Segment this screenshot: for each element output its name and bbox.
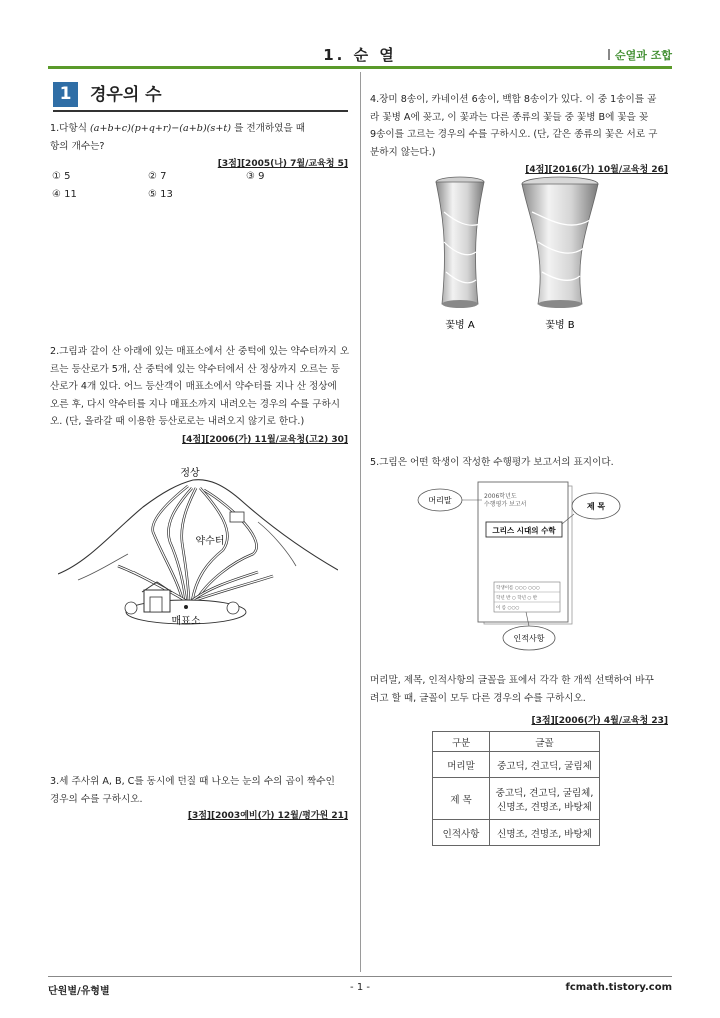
- q4-line: 분하지 않는다.): [370, 146, 436, 158]
- q4-line: 라 꽃병 A에 꽂고, 이 꽃과는 다른 종류의 꽃들 중 꽃병 B에 꽃을 꽂: [370, 111, 649, 123]
- q3-number: 3.: [50, 776, 60, 787]
- column-divider: [360, 72, 361, 972]
- row-title-fonts-line1: 중고딕, 견고딕, 굴림체,: [495, 787, 594, 799]
- footer-rule: [48, 976, 672, 977]
- row-title-fonts-line2: 신명조, 견명조, 바탕체: [497, 801, 592, 813]
- q4-source: [4점][2016(가) 10월/교육청 26]: [525, 165, 668, 175]
- q4-number: 4.: [370, 94, 380, 105]
- summit-label: 정상: [180, 468, 200, 479]
- q1-option-3[interactable]: ③ 9: [246, 171, 265, 182]
- section-rule: [53, 110, 348, 112]
- question-4: [370, 91, 672, 161]
- row-head-label: 머리말: [433, 752, 490, 778]
- table-header-font: 글꼴: [490, 732, 600, 752]
- q1-number: 1.: [50, 123, 60, 134]
- row-title-fonts: [490, 778, 600, 820]
- footer-left: 단원별/유형별: [48, 986, 110, 997]
- question-5: [370, 454, 672, 472]
- section-title: 경우의 수: [90, 85, 162, 105]
- q2-line: 오. (단, 올라갈 때 이용한 등산로로는 내려오지 않기로 한다.): [50, 416, 305, 427]
- q5-line: 머리말, 제목, 인적사항의 글꼴을 표에서 각각 한 개씩 선택하여 바꾸: [370, 675, 654, 686]
- q2-line: 산로가 4개 있다. 어느 등산객이 매표소에서 약수터를 지나 산 정상에: [50, 381, 337, 392]
- report-cover-figure: [414, 478, 630, 658]
- info-row: 학년 반 ○ 학년 ○ 반: [496, 596, 538, 601]
- vase-a-label: 꽃병 A: [445, 320, 475, 331]
- info-row: 이 름 ○○○: [496, 606, 520, 611]
- q2-source: [4점][2006(가) 11월/교육청(고2) 30]: [182, 435, 348, 445]
- q5-body: [370, 672, 672, 707]
- q2-number: 2.: [50, 346, 60, 357]
- q1-option-1[interactable]: ① 5: [52, 171, 71, 182]
- q1-option-5[interactable]: ⑤ 13: [148, 189, 173, 200]
- q1-source: [3점][2005(나) 7월/교육청 5]: [217, 159, 348, 169]
- doc-header-line1: 2006학년도: [484, 493, 517, 500]
- q3-line: 경우의 수를 구하시오.: [50, 793, 143, 805]
- q2-line: 그림과 같이 산 아래에 있는 매표소에서 산 중턱에 있는 약수터까지 오: [59, 346, 350, 357]
- q1-suffix: 를 전개하였을 때: [234, 123, 306, 134]
- page-title: 1. 순 열: [323, 46, 397, 64]
- title-callout: 제 목: [586, 502, 606, 511]
- question-3: [50, 773, 350, 808]
- font-table: [432, 731, 600, 846]
- q5-number: 5.: [370, 457, 380, 468]
- vases-figure: [420, 172, 600, 334]
- chapter-tag-label: 순열과 조합: [615, 49, 672, 62]
- q5-line: 려고 할 때, 글꼴이 모두 다른 경우의 수를 구하시오.: [370, 692, 586, 704]
- info-callout: 인적사항: [513, 634, 545, 643]
- vase-a: [436, 177, 484, 308]
- vase-b-label: 꽃병 B: [545, 320, 575, 331]
- q1-option-4[interactable]: ④ 11: [52, 189, 77, 200]
- mountain-trail-figure: [58, 462, 338, 632]
- header-rule: [48, 66, 672, 69]
- q2-line: 르는 등산로가 5개, 산 중턱에 있는 약수터에서 산 정상까지 오르는 등: [50, 363, 340, 375]
- q2-line: 오른 후, 다시 약수터를 지나 매표소까지 내려오는 경우의 수를 구하시: [50, 398, 340, 410]
- q4-line: 장미 8송이, 카네이션 6송이, 백합 8송이가 있다. 이 중 1송이를 골: [379, 94, 657, 105]
- ticket-office-label: 매표소: [171, 616, 201, 627]
- q1-expression: (a+b+c)(p+q+r)−(a+b)(s+t): [90, 123, 231, 134]
- q5-source: [3점][2006(가) 4월/교육청 23]: [531, 716, 668, 726]
- footer-site-link[interactable]: fcmath.tistory.com: [565, 982, 672, 993]
- q1-prefix: 다항식: [59, 123, 87, 134]
- question-2: [50, 343, 350, 431]
- chapter-tag: [608, 47, 672, 63]
- doc-title: 그리스 시대의 수학: [492, 526, 556, 535]
- q5-line: 그림은 어떤 학생이 작성한 수행평가 보고서의 표지이다.: [379, 457, 614, 468]
- info-row: 학생이름 ○○○ ○○○: [496, 586, 540, 591]
- head-callout: 머리말: [428, 496, 452, 505]
- q1-option-2[interactable]: ② 7: [148, 171, 167, 182]
- q3-line: 세 주사위 A, B, C를 동시에 던질 때 나오는 눈의 수의 곱이 짝수인: [59, 776, 335, 787]
- question-1: [50, 120, 350, 155]
- q4-line: 9송이를 고르는 경우의 수를 구하시오. (단, 같은 종류의 꽃은 서로 구: [370, 129, 658, 140]
- table-header-category: 구분: [433, 732, 490, 752]
- q3-source: [3점][2003예비(가) 12월/평가원 21]: [187, 811, 348, 821]
- q1-line2: 항의 개수는?: [50, 140, 105, 152]
- vase-b: [522, 177, 598, 308]
- row-head-fonts: 중고딕, 견고딕, 굴림체: [490, 752, 600, 778]
- row-info-fonts: 신명조, 견명조, 바탕체: [490, 820, 600, 846]
- doc-header-line2: 수행평가 보고서: [484, 501, 527, 508]
- page-number: - 1 -: [350, 982, 370, 993]
- spring-label: 약수터: [195, 536, 225, 547]
- row-info-label: 인적사항: [433, 820, 490, 846]
- section-number: 1: [53, 82, 78, 107]
- row-title-label: 제 목: [433, 778, 490, 820]
